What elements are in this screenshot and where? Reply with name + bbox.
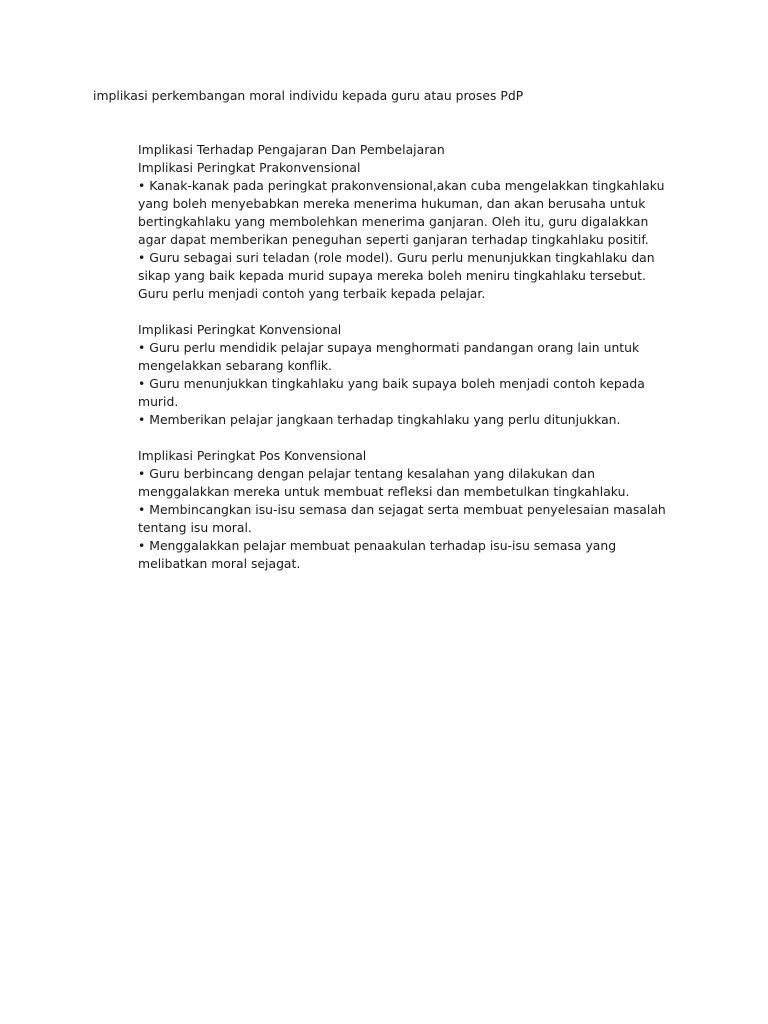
paragraph-line: • Guru menunjukkan tingkahlaku yang baik supaya boleh menjadi contoh kepada xyxy=(138,376,645,391)
paragraph-line: • Menggalakkan pelajar membuat penaakulan terhadap isu-isu semasa yang xyxy=(138,538,617,553)
paragraph-line: Guru perlu menjadi contoh yang terbaik kepada pelajar. xyxy=(138,286,486,301)
paragraph-line: yang boleh menyebabkan mereka menerima hukuman, dan akan berusaha untuk xyxy=(138,196,646,211)
document-title: implikasi perkembangan moral individu kepada guru atau proses PdP xyxy=(93,88,524,103)
paragraph-line: agar dapat memberikan peneguhan seperti ganjaran terhadap tingkahlaku positif. xyxy=(138,232,649,247)
paragraph-line: mengelakkan sebarang konflik. xyxy=(138,358,332,373)
paragraph-line: melibatkan moral sejagat. xyxy=(138,556,301,571)
section-subheading: Implikasi Peringkat Pos Konvensional xyxy=(138,448,367,463)
paragraph-line: • Membincangkan isu-isu semasa dan sejagat serta membuat penyelesaian masalah xyxy=(138,502,666,517)
paragraph-line: bertingkahlaku yang membolehkan menerima ganjaran. Oleh itu, guru digalakkan xyxy=(138,214,649,229)
paragraph-line: • Memberikan pelajar jangkaan terhadap tingkahlaku yang perlu ditunjukkan. xyxy=(138,412,621,427)
document-body xyxy=(138,141,678,573)
section-subheading: Implikasi Peringkat Konvensional xyxy=(138,322,342,337)
section-spacer xyxy=(138,303,678,321)
paragraph-line: menggalakkan mereka untuk membuat refleksi dan membetulkan tingkahlaku. xyxy=(138,484,630,499)
paragraph-line: tentang isu moral. xyxy=(138,520,252,535)
paragraph-line: • Guru perlu mendidik pelajar supaya menghormati pandangan orang lain untuk xyxy=(138,340,640,355)
section-subheading: Implikasi Peringkat Prakonvensional xyxy=(138,160,361,175)
paragraph-line: • Guru sebagai suri teladan (role model). Guru perlu menunjukkan tingkahlaku dan xyxy=(138,250,655,265)
paragraph-line: • Guru berbincang dengan pelajar tentang kesalahan yang dilakukan dan xyxy=(138,466,595,481)
paragraph-line: • Kanak-kanak pada peringkat prakonvensional,akan cuba mengelakkan tingkahlaku xyxy=(138,178,665,193)
section-spacer xyxy=(138,429,678,447)
paragraph-line: murid. xyxy=(138,394,179,409)
paragraph-line: sikap yang baik kepada murid supaya mereka boleh meniru tingkahlaku tersebut. xyxy=(138,268,646,283)
section-heading: Implikasi Terhadap Pengajaran Dan Pembelajaran xyxy=(138,142,445,157)
